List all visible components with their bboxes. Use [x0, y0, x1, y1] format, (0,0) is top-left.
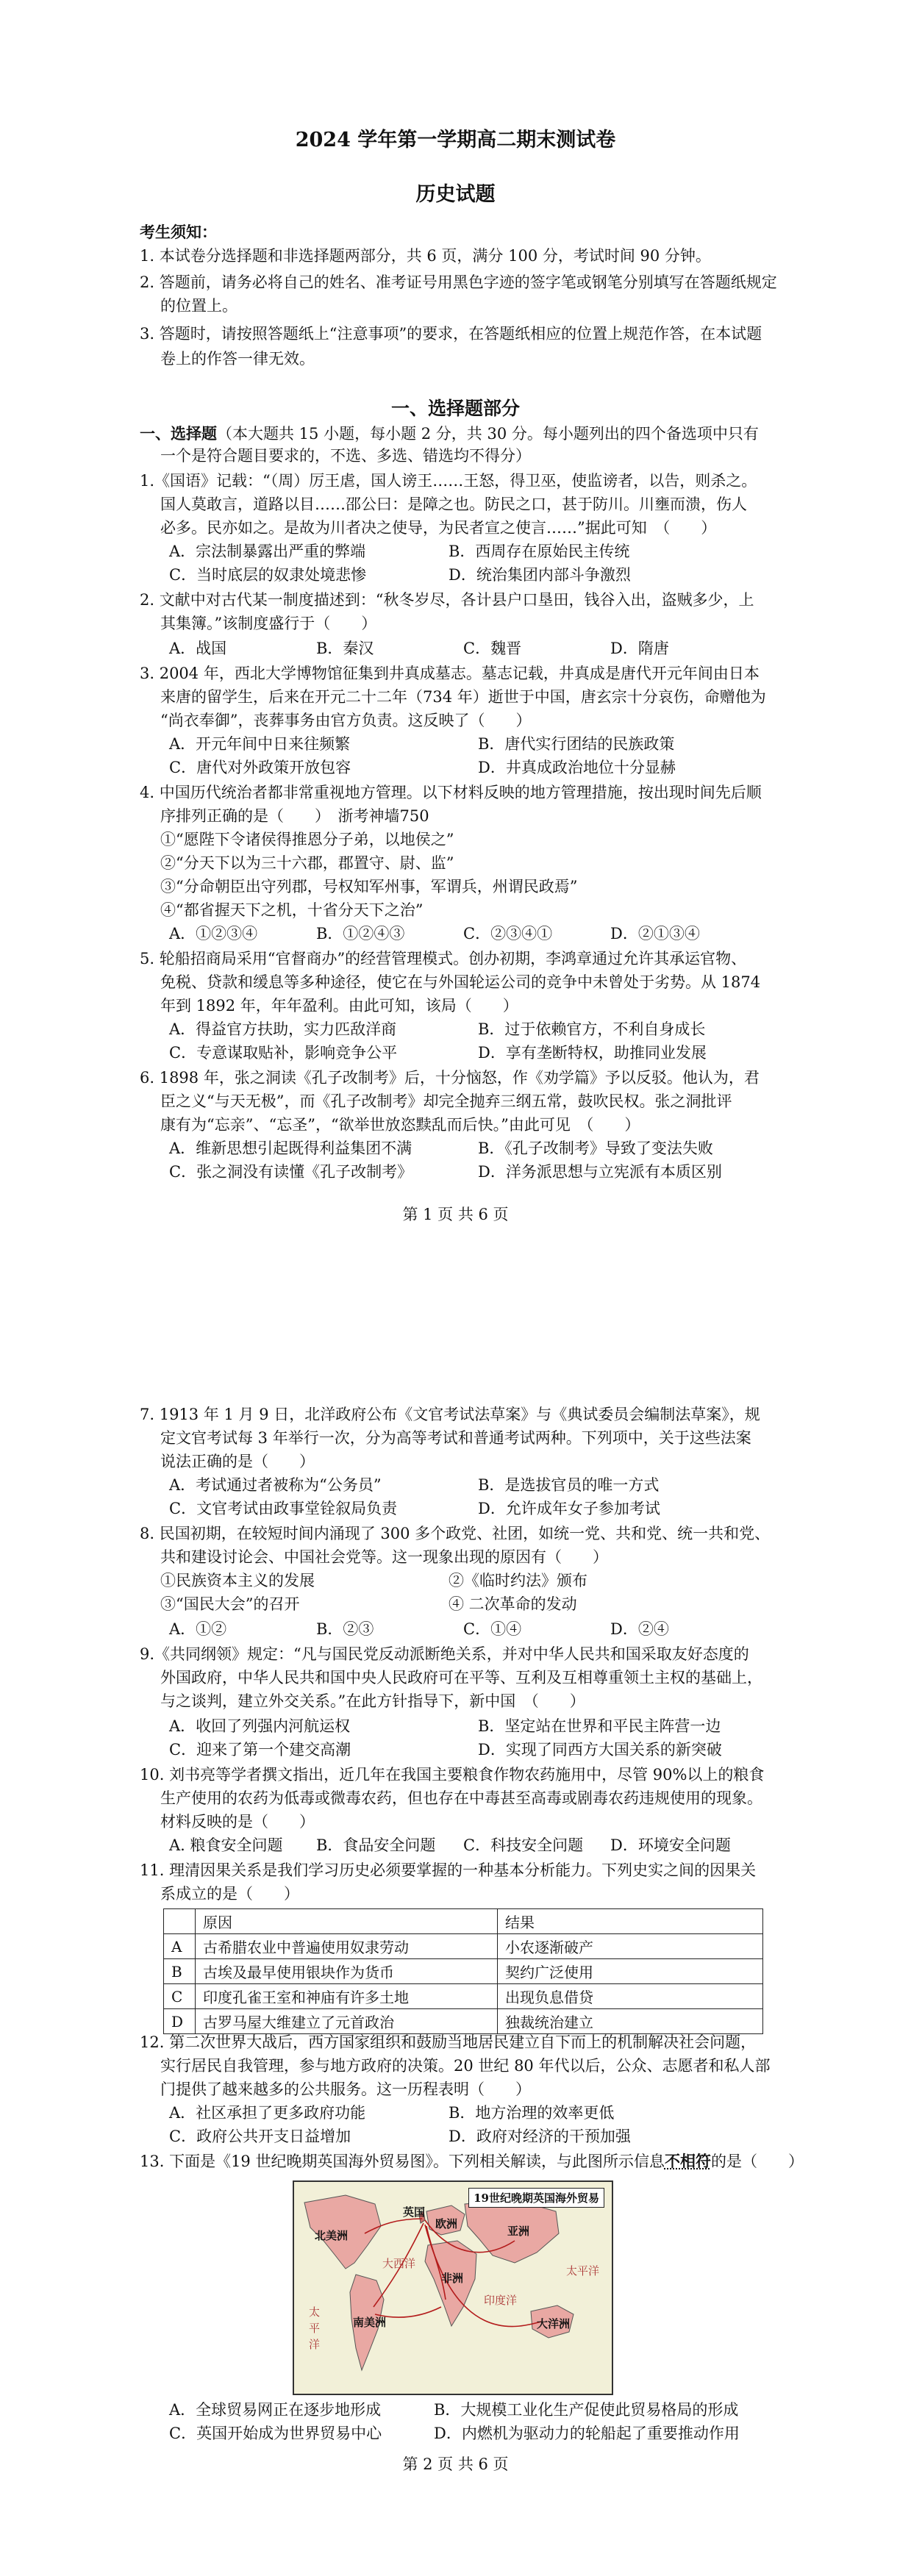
map-label-africa: 非洲 [441, 2272, 464, 2285]
question-13-emphasis: 不相符 [664, 2152, 711, 2170]
question-10-text: 10. 刘书亮等学者撰文指出，近几年在我国主要粮食作物农药施用中，尽管 90%以上的粮食 [140, 1766, 765, 1783]
option: B．②③ [316, 1620, 374, 1638]
map-label-oceania: 大洋洲 [537, 2317, 571, 2330]
question-12-text: 12. 第二次世界大战后，西方国家组织和鼓励当地居民建立自下而上的机制解决社会问题， [140, 2033, 757, 2051]
option: B．西周存在原始民主传统 [449, 543, 630, 560]
option: B．大规模工业化生产促使此贸易格局的形成 [434, 2401, 739, 2419]
map-label-pacific-west-2: 平 [309, 2322, 321, 2335]
table-cell: 印度孔雀王室和神庙有许多土地 [196, 1984, 498, 2009]
option: A．收回了列强内河航运权 [169, 1717, 351, 1735]
table-cell: 契约广泛使用 [498, 1959, 763, 1984]
table-cell: C [164, 1984, 196, 2009]
option: D．享有垄断特权，助推同业发展 [478, 1044, 707, 1062]
question-8-item: ③“国民大会”的召开 [160, 1595, 300, 1613]
option: C．魏晋 [463, 640, 522, 657]
question-10-text: 生产使用的农药为低毒或微毒农药，但也存在中毒甚至高毒或剧毒农药违规使用的现象。 [160, 1789, 762, 1807]
option: D．允许成年女子参加考试 [478, 1500, 660, 1517]
table-cell: 古埃及最早使用银块作为货币 [196, 1959, 498, 1984]
table-cell: 出现负息借贷 [498, 1984, 763, 2009]
option: D．环境安全问题 [610, 1836, 731, 1854]
option: B．《孔子改制考》导致了变法失败 [478, 1139, 713, 1157]
cause-effect-table [163, 1908, 763, 2034]
question-7-text: 说法正确的是（ ） [160, 1453, 315, 1470]
table-cell: 独裁统治建立 [498, 2009, 763, 2034]
question-8-item: ④ 二次革命的发动 [449, 1595, 577, 1613]
question-12-text: 实行居民自我管理，参与地方政府的决策。20 世纪 80 年代以后，公众、志愿者和私人部 [160, 2057, 771, 2075]
option: A．①② [169, 1620, 227, 1638]
option: A．社区承担了更多政府功能 [169, 2104, 366, 2122]
section-title: 一、选择题部分 [390, 398, 520, 419]
question-6-text: 6. 1898 年，张之洞读《孔子改制考》后，十分恼怒，作《劝学篇》予以反驳。他认为，君 [140, 1069, 760, 1087]
question-9-text: 与之谈判，建立外交关系。”在此方针指导下，新中国 （ ） [160, 1692, 585, 1710]
option: B．食品安全问题 [316, 1836, 436, 1854]
option: C．②③④① [463, 925, 553, 942]
question-9-text: 9.《共同纲领》规定：“凡与国民党反动派断绝关系，并对中华人民共和国采取友好态度的 [140, 1645, 749, 1663]
page-footer: 第 2 页 共 6 页 [402, 2455, 509, 2473]
option: D．洋务派思想与立宪派有本质区别 [478, 1163, 722, 1181]
option: C．唐代对外政策开放包容 [169, 759, 351, 776]
table-header-cell: 原因 [196, 1909, 498, 1934]
option: A．考试通过者被称为“公务员” [169, 1476, 382, 1494]
option: C．专意谋取贴补，影响竞争公平 [169, 1044, 398, 1062]
notice-line: 2. 答题前，请务必将自己的姓名、准考证号用黑色字迹的签字笔或钢笔分别填写在答题纸规定 [140, 273, 777, 291]
option: A．得益官方扶助，实力匹敌洋商 [169, 1020, 397, 1038]
question-7-text: 7. 1913 年 1 月 9 日，北洋政府公布《文官考试法草案》与《典试委员会编制法草案》，规 [140, 1406, 760, 1423]
table-cell: 古罗马屋大维建立了元首政治 [196, 2009, 498, 2034]
notice-line: 3. 答题时，请按照答题纸上“注意事项”的要求，在答题纸相应的位置上规范作答，在本试题 [140, 325, 762, 343]
map-label-north-america: 北美洲 [315, 2229, 349, 2242]
option: B．①②④③ [316, 925, 405, 942]
table-header-row [164, 1909, 763, 1934]
option: A．战国 [169, 640, 227, 657]
question-4-item: ④“都省握天下之机，十省分天下之治” [160, 901, 424, 919]
table-cell: D [164, 2009, 196, 2034]
exam-page-2 [0, 1353, 911, 2576]
question-8-item: ①民族资本主义的发展 [160, 1572, 315, 1589]
question-1-text: 1.《国语》记载：“（周）厉王虐，国人谤王……王怒，得卫巫，使监谤者，以告，则杀之。 [140, 472, 757, 490]
option: C．文官考试由政事堂铨叙局负责 [169, 1500, 398, 1517]
map-label-pacific-west-1: 太 [309, 2305, 321, 2319]
exam-page-1 [0, 0, 911, 1250]
question-4-text: 序排列正确的是（ ） 浙考神墙750 [160, 807, 429, 825]
question-1-text: 国人莫敢言，道路以目……邵公曰：是障之也。防民之口，甚于防川。川壅而溃，伤人 [160, 495, 747, 513]
question-4-text: 4. 中国历代统治者都非常重视地方管理。以下材料反映的地方管理措施，按出现时间先后顺 [140, 784, 762, 801]
option: D．②④ [610, 1620, 669, 1638]
option: D．内燃机为驱动力的轮船起了重要推动作用 [434, 2425, 740, 2442]
option: B．秦汉 [316, 640, 374, 657]
notice-line: 的位置上。 [160, 297, 237, 315]
question-11-text: 系成立的是（ ） [160, 1885, 299, 1903]
section-intro-label: 一、选择题 [140, 424, 217, 443]
map-label-pacific-east: 太平洋 [566, 2264, 600, 2278]
option: D．隋唐 [610, 640, 669, 657]
option: A．全球贸易网正在逐步地形成 [169, 2401, 382, 2419]
option: C．张之洞没有读懂《孔子改制考》 [169, 1163, 413, 1181]
option: C．迎来了第一个建交高潮 [169, 1741, 351, 1759]
table-cell: A [164, 1934, 196, 1959]
question-8-item: ②《临时约法》颁布 [449, 1572, 587, 1589]
table-row [164, 1934, 763, 1959]
question-3-text: 3. 2004 年，西北大学博物馆征集到井真成墓志。墓志记载，井真成是唐代开元年间由日本 [140, 665, 760, 682]
section-intro [140, 423, 759, 444]
trade-map [293, 2180, 613, 2395]
option: C．①④ [463, 1620, 522, 1638]
table-row [164, 2009, 763, 2034]
question-6-text: 臣之义“与天无极”，而《孔子改制考》却完全抛弃三纲五常，鼓吹民权。张之洞批评 [160, 1092, 732, 1110]
table-cell: 古希腊农业中普遍使用奴隶劳动 [196, 1934, 498, 1959]
question-11-text: 11. 理清因果关系是我们学习历史必须要掌握的一种基本分析能力。下列史实之间的因果关 [140, 1861, 757, 1879]
map-title: 19世纪晚期英国海外贸易 [468, 2188, 604, 2208]
exam-title: 2024 学年第一学期高二期末测试卷 [295, 129, 616, 151]
question-5-text: 年到 1892 年，年年盈利。由此可知，该局（ ） [160, 997, 518, 1015]
question-5-text: 免税、贷款和缓息等多种途径，使它在与外国轮运公司的竞争中未曾处于劣势。从 1874 [160, 973, 761, 991]
question-13-text [140, 2151, 804, 2172]
section-intro-text-2: 一个是符合题目要求的，不选、多选、错选均不得分） [160, 447, 531, 465]
question-4-item: ③“分命朝臣出守列郡，号权知军州事，军谓兵，州谓民政焉” [160, 878, 578, 895]
map-label-europe: 欧洲 [435, 2217, 458, 2230]
question-3-text: 来唐的留学生，后来在开元二十二年（734 年）逝世于中国，唐玄宗十分哀伤，命赠他为 [160, 688, 766, 706]
map-label-pacific-west-3: 洋 [309, 2338, 321, 2351]
table-cell: 小农逐渐破产 [498, 1934, 763, 1959]
question-2-text: 其集簿。”该制度盛行于（ ） [160, 615, 377, 632]
table-row [164, 1959, 763, 1984]
question-10-text: 材料反映的是（ ） [160, 1813, 315, 1831]
section-intro-text: （本大题共 15 小题，每小题 2 分，共 30 分。每小题列出的四个备选项中只有 [217, 425, 759, 443]
question-4-item: ②“分天下以为三十六郡，郡置守、尉、监” [160, 854, 454, 872]
question-4-item: ①“愿陛下令诸侯得推恩分子弟，以地侯之” [160, 831, 454, 848]
option: D．实现了同西方大国关系的新突破 [478, 1741, 722, 1759]
table-row [164, 1984, 763, 2009]
question-9-text: 外国政府，中华人民共和国中央人民政府可在平等、互利及互相尊重领土主权的基础上， [160, 1669, 762, 1686]
question-8-text: 共和建设讨论会、中国社会党等。这一现象出现的原因有（ ） [160, 1548, 608, 1566]
map-label-asia: 亚洲 [507, 2225, 530, 2238]
map-label-britain: 英国 [403, 2205, 426, 2219]
option: D．统治集团内部斗争激烈 [449, 566, 631, 584]
question-12-text: 门提供了越来越多的公共服务。这一历程表明（ ） [160, 2081, 531, 2098]
map-label-indian: 印度洋 [484, 2294, 518, 2307]
option: B．是选拔官员的唯一方式 [478, 1476, 660, 1494]
option: C．英国开始成为世界贸易中心 [169, 2425, 382, 2442]
option: C．当时底层的奴隶处境悲惨 [169, 566, 367, 584]
option: B．唐代实行团结的民族政策 [478, 735, 675, 753]
question-3-text: “尚衣奉御”，丧葬事务由官方负责。这反映了（ ） [160, 712, 532, 729]
option: B．过于依赖官方，不利自身成长 [478, 1020, 706, 1038]
option: A．①②③④ [169, 925, 258, 942]
map-label-atlantic: 大西洋 [382, 2257, 416, 2270]
exam-subtitle: 历史试题 [415, 183, 496, 206]
option: A．宗法制暴露出严重的弊端 [169, 543, 366, 560]
notice-line: 1. 本试卷分选择题和非选择题两部分，共 6 页，满分 100 分，考试时间 90 分钟。 [140, 247, 711, 265]
question-5-text: 5. 轮船招商局采用“官督商办”的经营管理模式。创办初期，李鸿章通过允许其承运官物、 [140, 950, 747, 967]
option: C．政府公共开支日益增加 [169, 2128, 351, 2145]
option: B．坚定站在世界和平民主阵营一边 [478, 1717, 721, 1735]
question-13-post: 的是（ ） [710, 2153, 804, 2170]
question-1-text: 必多。民亦如之。是故为川者决之使导，为民者宣之使言……”据此可知 （ ） [160, 519, 717, 537]
option: D．②①③④ [610, 925, 700, 942]
table-header-cell: 结果 [498, 1909, 763, 1934]
option: A. 粮食安全问题 [169, 1836, 283, 1854]
table-header-cell [164, 1909, 196, 1934]
question-2-text: 2. 文献中对古代某一制度描述到：“秋冬岁尽，各计县户口垦田，钱谷入出，盗贼多少，上 [140, 591, 754, 609]
question-7-text: 定文官考试每 3 年举行一次，分为高等考试和普通考试两种。下列项中，关于这些法案 [160, 1429, 751, 1447]
question-13-pre: 13. 下面是《19 世纪晚期英国海外贸易图》。下列相关解读，与此图所示信息 [140, 2153, 665, 2170]
map-label-south-america: 南美洲 [353, 2316, 387, 2329]
trade-map-graphic [294, 2182, 612, 2394]
option: A．开元年间中日来往频繁 [169, 735, 351, 753]
notice-heading: 考生须知： [140, 223, 217, 241]
option: C．科技安全问题 [463, 1836, 584, 1854]
question-8-text: 8. 民国初期，在较短时间内涌现了 300 多个政党、社团，如统一党、共和党、统一共和党、 [140, 1525, 771, 1542]
option: D．井真成政治地位十分显赫 [478, 759, 676, 776]
option: B．地方治理的效率更低 [449, 2104, 615, 2122]
page-footer: 第 1 页 共 6 页 [402, 1206, 509, 1223]
notice-line: 卷上的作答一律无效。 [160, 350, 315, 368]
option: A．维新思想引起既得利益集团不满 [169, 1139, 412, 1157]
question-6-text: 康有为“忘亲”、“忘圣”，“欲举世放恣黩乱而后快。”由此可见 （ ） [160, 1116, 640, 1134]
table-cell: B [164, 1959, 196, 1984]
option: D．政府对经济的干预加强 [449, 2128, 631, 2145]
